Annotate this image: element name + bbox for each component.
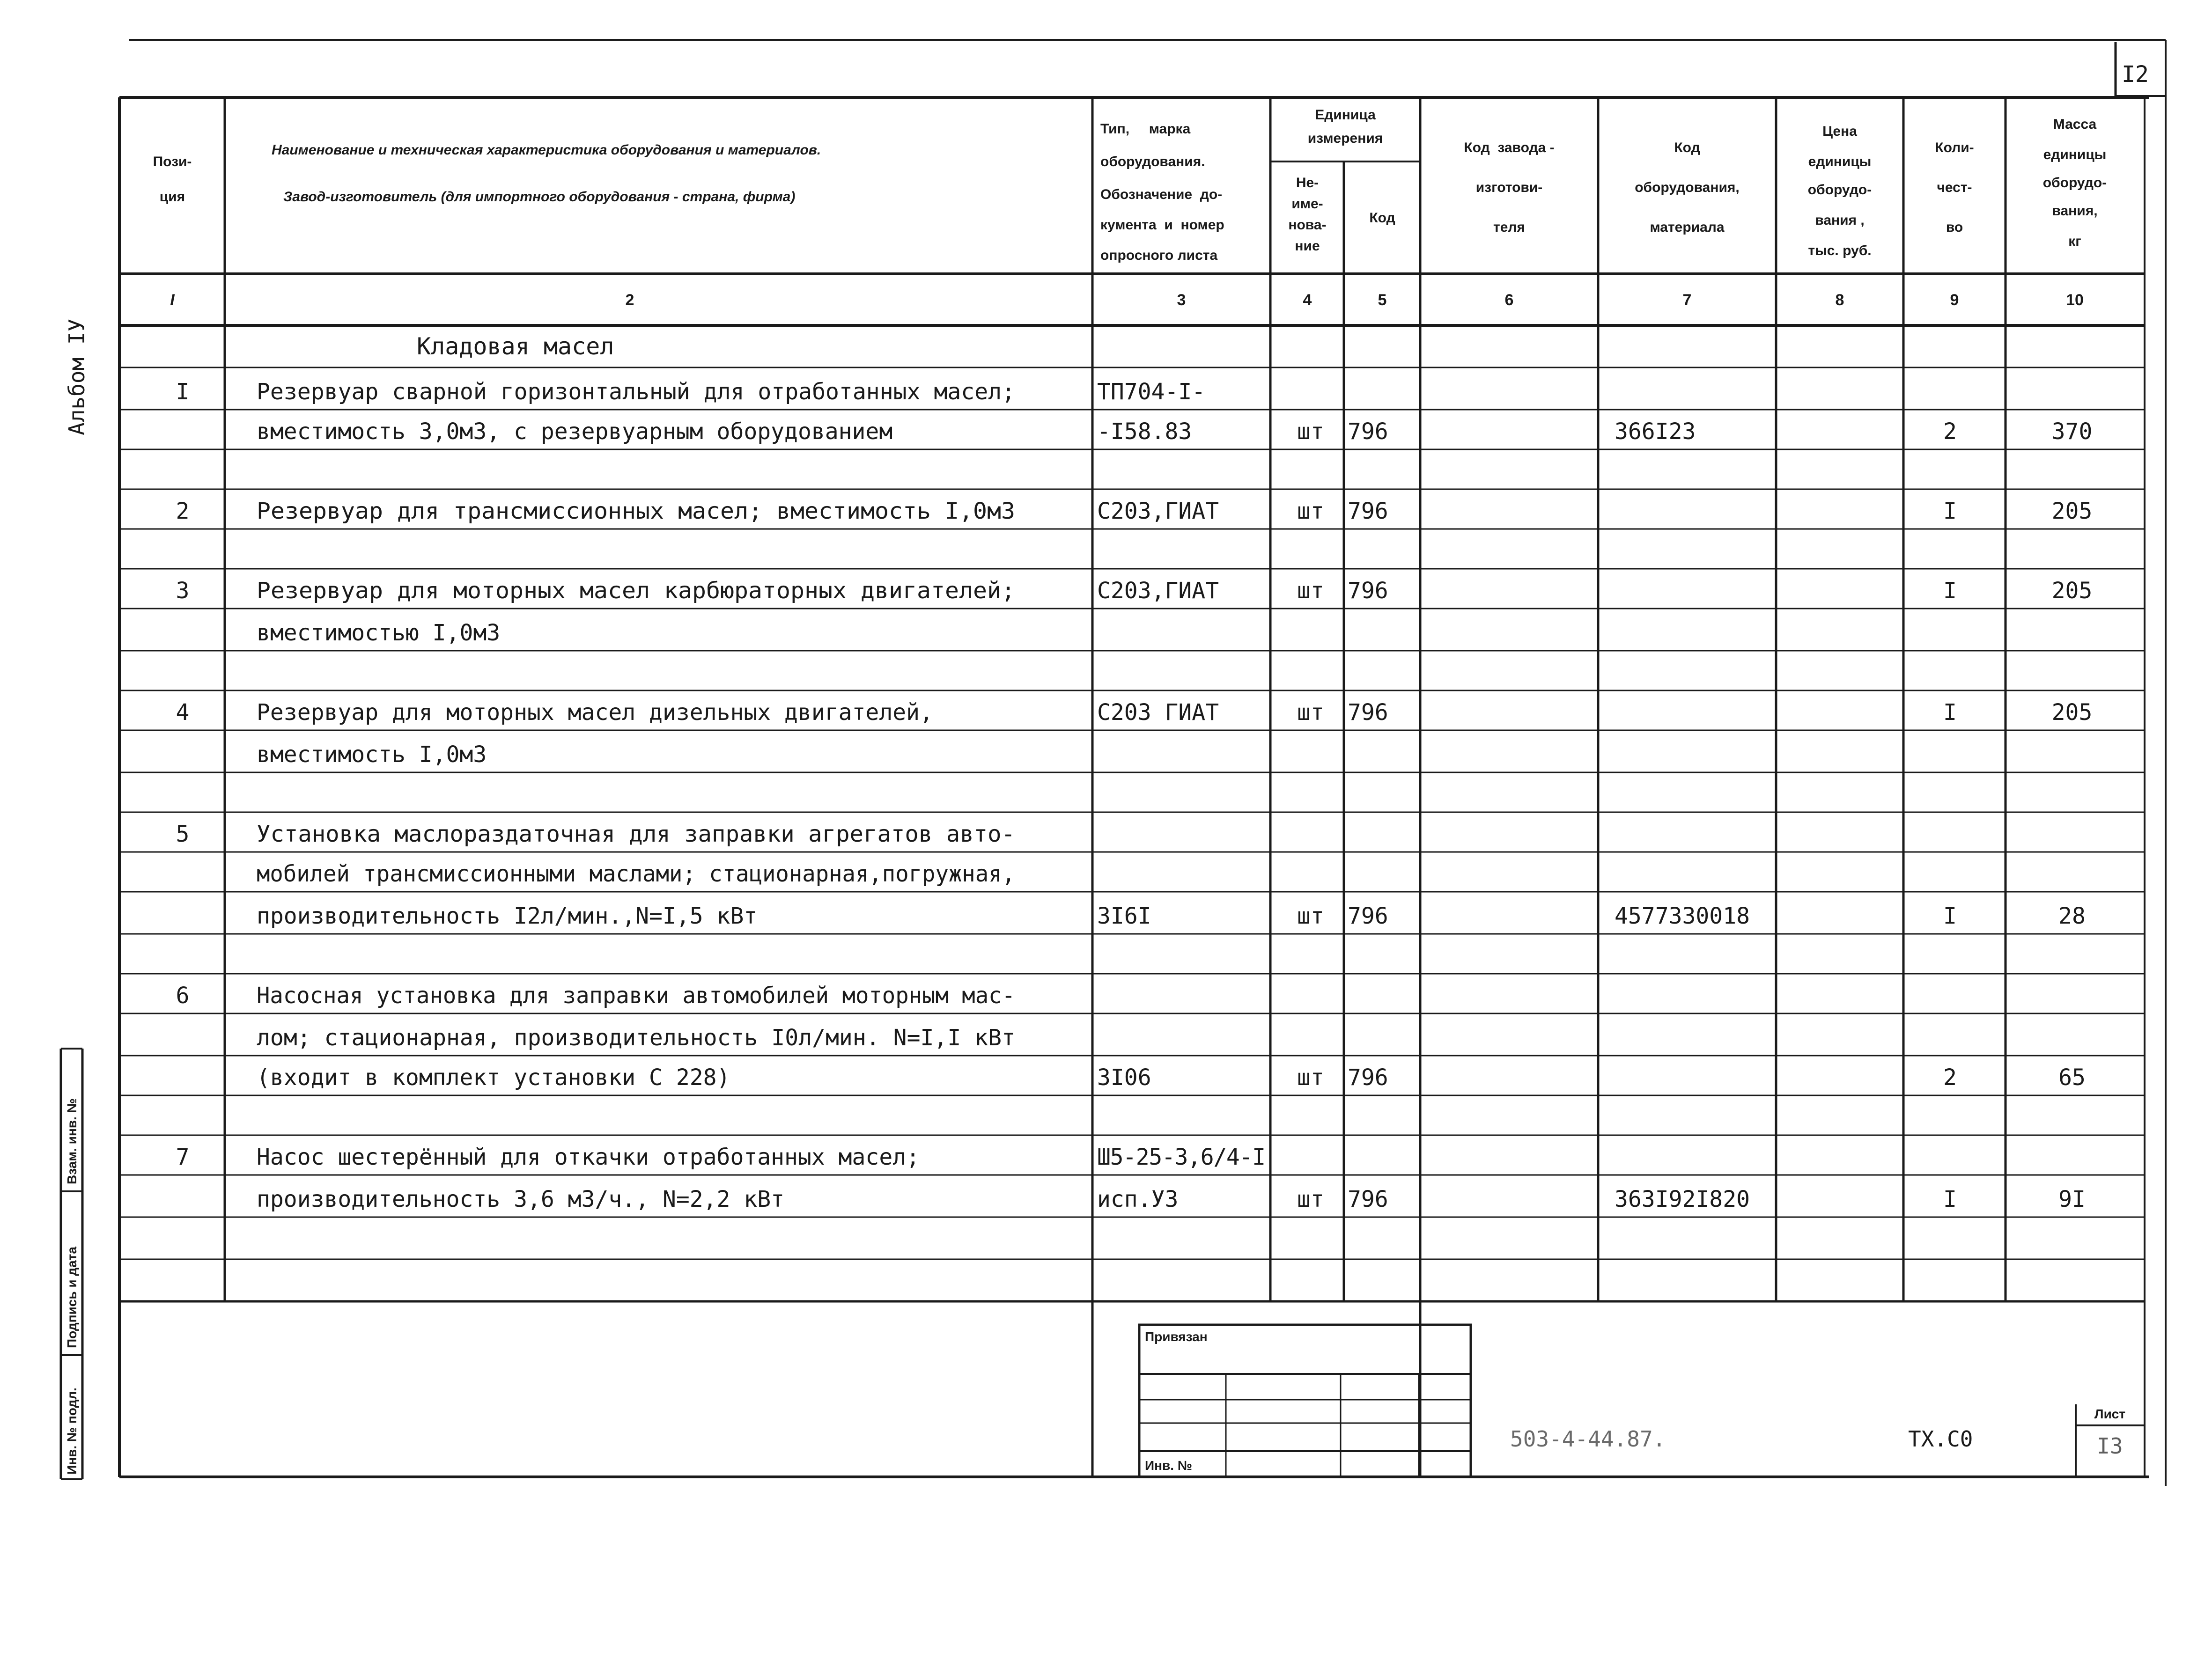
colnum-10: 10	[2066, 291, 2084, 309]
cell-type: ТП704-I-	[1097, 379, 1206, 405]
cell-name: вместимостью I,0м3	[257, 620, 501, 646]
cell-unit: шт	[1297, 418, 1324, 445]
header-col3-line5: опросного листа	[1100, 248, 1218, 263]
cell-mass: 370	[2051, 418, 2093, 445]
cell-pos: I	[176, 379, 190, 405]
header-col5: Код	[1369, 210, 1395, 226]
cell-name: Резервуар для трансмиссионных масел; вместимость I,0м3	[257, 498, 1015, 524]
header-col3-line1: Тип, марка	[1100, 121, 1191, 137]
cell-mass: 205	[2051, 498, 2093, 524]
cell-mass: 65	[2058, 1064, 2086, 1091]
header-col4-line3: нова-	[1288, 217, 1327, 233]
cell-mass: 28	[2058, 903, 2086, 929]
cell-equip-code: 366I23	[1615, 418, 1696, 445]
cell-name: Насосная установка для заправки автомобилей моторным мас-	[257, 983, 1015, 1009]
cell-pos: 2	[176, 498, 190, 524]
header-col6-line1: Код завода -	[1464, 140, 1555, 155]
stamp-doc-code: 503-4-44.87.	[1510, 1426, 1666, 1452]
table-row	[257, 861, 1015, 887]
cell-code: 796	[1348, 498, 1388, 524]
header-col9-line2: чест-	[1937, 180, 1972, 195]
cell-pos: 4	[176, 699, 190, 726]
header-col6-line2: изготови-	[1475, 180, 1543, 195]
cell-equip-code: 363I92I820	[1615, 1186, 1750, 1212]
cell-qty: 2	[1943, 1064, 1957, 1091]
cell-type: С203,ГИАТ	[1097, 578, 1219, 604]
cell-type: 3I6I	[1097, 903, 1151, 929]
table-row	[176, 498, 2093, 524]
top-sheet-number: I2	[2122, 61, 2149, 88]
title-block	[1139, 1325, 2145, 1477]
stamp-inv-label: Инв. №	[1145, 1458, 1193, 1473]
cell-code: 796	[1348, 418, 1388, 445]
header-col4-line4: ние	[1295, 238, 1320, 254]
header-col8-line1: Цена	[1822, 124, 1857, 139]
colnum-5: 5	[1378, 291, 1387, 309]
cell-name: (входит в комплект установки С 228)	[257, 1064, 730, 1091]
cell-code: 796	[1348, 578, 1388, 604]
header-unit-line1: Единица	[1315, 107, 1376, 123]
cell-name: Резервуар для моторных масел дизельных двигателей,	[257, 699, 933, 726]
cell-type: -I58.83	[1097, 418, 1192, 445]
cell-code: 796	[1348, 699, 1388, 726]
cell-qty: I	[1943, 903, 1957, 929]
colnum-8: 8	[1835, 291, 1844, 309]
cell-unit: шт	[1297, 903, 1324, 929]
podpis-data-label: Подпись и дата	[65, 1247, 79, 1348]
cell-type: С203 ГИАТ	[1097, 699, 1219, 726]
cell-unit: шт	[1297, 1186, 1324, 1212]
cell-pos: 7	[176, 1144, 190, 1170]
cell-name: производительность 3,6 м3/ч., N=2,2 кВт	[257, 1186, 785, 1212]
cell-mass: 9I	[2058, 1186, 2086, 1212]
header-col9-line3: во	[1946, 220, 1963, 235]
cell-name: Резервуар для моторных масел карбюраторных двигателей;	[257, 578, 1015, 604]
colnum-7: 7	[1682, 291, 1692, 309]
table-row	[257, 741, 487, 768]
table-row	[257, 620, 500, 646]
table-row	[176, 821, 1015, 847]
table-row	[257, 1025, 1015, 1051]
header-unit-line2: измерения	[1307, 131, 1383, 146]
header-col6-line3: теля	[1493, 220, 1525, 235]
cell-name: вместимость 3,0м3, с резервуарным оборудованием	[257, 418, 893, 445]
table-row	[257, 903, 2086, 929]
cell-pos: 5	[176, 821, 190, 847]
table-header	[153, 107, 2107, 263]
table-body	[176, 379, 2093, 1212]
colnum-4: 4	[1303, 291, 1312, 309]
header-col3-line3: Обозначение до-	[1100, 187, 1223, 202]
header-col10-line1: Масса	[2053, 117, 2097, 132]
cell-code: 796	[1348, 903, 1388, 929]
table-row	[257, 418, 2092, 445]
cell-type: 3I06	[1097, 1064, 1151, 1091]
table-row	[257, 1064, 2086, 1091]
cell-unit: шт	[1297, 498, 1324, 524]
cell-unit: шт	[1297, 699, 1324, 726]
cell-pos: 3	[176, 578, 190, 604]
header-col10-line2: единицы	[2043, 147, 2107, 162]
header-col3-line2: оборудования.	[1100, 154, 1205, 169]
header-col1-line2: ция	[159, 189, 185, 205]
cell-type: исп.У3	[1097, 1186, 1179, 1212]
vzam-inv-label: Взам. инв. №	[65, 1098, 79, 1184]
cell-mass: 205	[2051, 699, 2093, 726]
section-title: Кладовая масел	[417, 333, 614, 360]
cell-name: вместимость I,0м3	[257, 741, 487, 768]
stamp-privyazan: Привязан	[1145, 1329, 1208, 1344]
cell-qty: I	[1943, 699, 1957, 726]
header-col10-line5: кг	[2068, 234, 2081, 249]
cell-unit: шт	[1297, 578, 1324, 604]
album-label: Альбом IУ	[64, 318, 89, 435]
cell-unit: шт	[1297, 1064, 1324, 1091]
table-row	[176, 699, 2093, 726]
colnum-9: 9	[1950, 291, 1959, 309]
cell-pos: 6	[176, 983, 190, 1009]
cell-code: 796	[1348, 1064, 1388, 1091]
colnum-2: 2	[625, 291, 634, 309]
cell-equip-code: 4577330018	[1615, 903, 1750, 929]
header-col8-line4: вания ,	[1815, 213, 1865, 228]
header-col10-line4: вания,	[2052, 203, 2098, 219]
stamp-section: ТХ.С0	[1908, 1426, 1973, 1452]
stamp-sheet-number: I3	[2097, 1433, 2123, 1459]
header-col8-line2: единицы	[1808, 154, 1872, 169]
cell-mass: 205	[2051, 578, 2093, 604]
header-col8-line5: тыс. руб.	[1808, 243, 1872, 258]
header-col3-line4: кумента и номер	[1100, 217, 1224, 233]
cell-qty: 2	[1943, 418, 1957, 445]
colnum-3: 3	[1177, 291, 1186, 309]
header-col2-line1: Наименование и техническая характеристика оборудования и материалов.	[272, 142, 821, 158]
cell-name: производительность I2л/мин.,N=I,5 кВт	[257, 903, 758, 929]
cell-name: Установка маслораздаточная для заправки агрегатов авто-	[257, 821, 1015, 847]
cell-name: мобилей трансмиссионными маслами; стационарная,погружная,	[257, 861, 1015, 887]
cell-qty: I	[1943, 578, 1957, 604]
colnum-1: I	[170, 291, 175, 309]
header-col7-line1: Код	[1674, 140, 1700, 155]
cell-qty: I	[1943, 498, 1957, 524]
header-col2-line2: Завод-изготовитель (для импортного оборудования - страна, фирма)	[283, 189, 796, 205]
table-row	[257, 1186, 2086, 1212]
table-row	[176, 1144, 1266, 1170]
table-row	[176, 379, 1206, 405]
header-col8-line3: оборудо-	[1807, 182, 1872, 198]
table-row	[176, 578, 2093, 604]
header-col10-line3: оборудо-	[2042, 175, 2107, 191]
cell-type: С203,ГИАТ	[1097, 498, 1219, 524]
colnum-6: 6	[1504, 291, 1514, 309]
header-col4-line1: Не-	[1296, 175, 1319, 191]
stamp-sheet-label: Лист	[2094, 1407, 2126, 1421]
table-row	[176, 983, 1015, 1009]
cell-type: Ш5-25-3,6/4-I	[1097, 1144, 1266, 1170]
inv-podl-label: Инв. № подл.	[65, 1387, 79, 1475]
cell-qty: I	[1943, 1186, 1957, 1212]
cell-name: Резервуар сварной горизонтальный для отработанных масел;	[257, 379, 1015, 405]
cell-name: Насос шестерённый для откачки отработанных масел;	[257, 1144, 920, 1170]
header-col9-line1: Коли-	[1935, 140, 1974, 155]
column-number-band	[170, 291, 2084, 309]
cell-code: 796	[1348, 1186, 1388, 1212]
header-col7-line2: оборудования,	[1635, 180, 1740, 195]
header-col7-line3: материала	[1650, 220, 1725, 235]
header-col4-line2: име-	[1291, 196, 1323, 212]
cell-name: лом; стационарная, производительность I0л/мин. N=I,I кВт	[257, 1025, 1015, 1051]
header-col1-line1: Пози-	[153, 154, 192, 169]
